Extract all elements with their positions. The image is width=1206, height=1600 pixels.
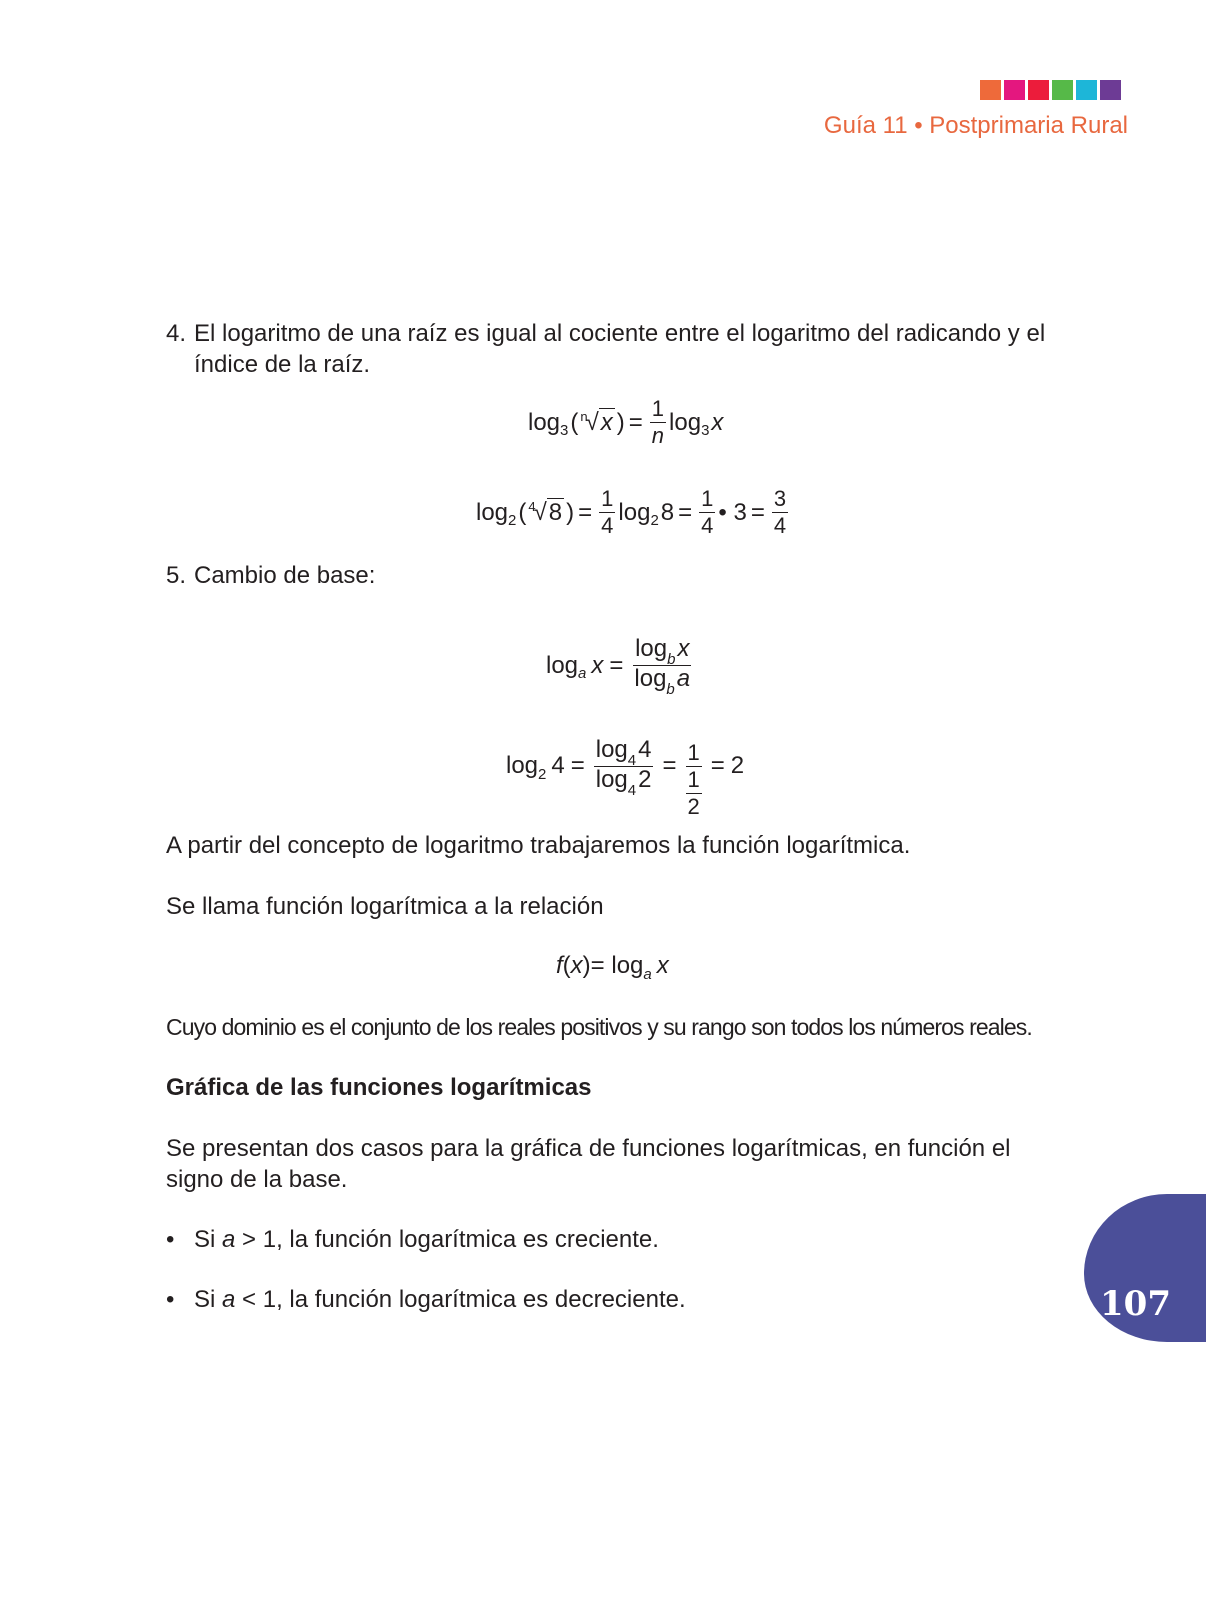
- log-text: log: [604, 952, 644, 979]
- compound-fraction: [686, 740, 702, 820]
- page-number: 107: [1100, 1284, 1171, 1324]
- denominator: 4: [601, 513, 614, 538]
- color-strip: [980, 80, 1121, 100]
- equals: =: [628, 408, 643, 436]
- log-base: 2: [508, 512, 517, 529]
- text: Si: [194, 1286, 223, 1313]
- list-item: [166, 1284, 1066, 1315]
- bullet-icon: •: [166, 1226, 175, 1253]
- list-item: [166, 1224, 1066, 1255]
- inner-fraction: [686, 767, 702, 820]
- paren: (: [562, 952, 571, 979]
- variable: a: [676, 665, 691, 692]
- variable: x: [570, 952, 583, 979]
- color-square: [980, 80, 1001, 100]
- denominator: [632, 665, 692, 698]
- definition-paragraph: Se llama función logarítmica a la relación: [166, 893, 604, 920]
- item-number: 4.: [166, 320, 187, 347]
- denominator: n: [651, 423, 665, 448]
- bullet-list: [166, 1224, 1066, 1315]
- item-text: Cambio de base:: [194, 562, 376, 589]
- text: Si: [194, 1226, 223, 1253]
- variable: a: [222, 1226, 236, 1253]
- numerator: 3: [773, 486, 787, 511]
- root-symbol: $^4$√8: [528, 498, 563, 526]
- multiply: • 3: [718, 498, 747, 526]
- log-text: log: [618, 498, 651, 526]
- variable: x: [656, 952, 669, 979]
- log-base: 2: [650, 512, 659, 529]
- log-text: log: [506, 752, 539, 779]
- log-text: log: [546, 651, 579, 679]
- item-4-text: [166, 318, 1080, 380]
- item-5: [166, 560, 1080, 591]
- numerator: [633, 636, 691, 666]
- numerator: [594, 737, 654, 767]
- function-name: f: [556, 952, 563, 979]
- variable: a: [222, 1286, 236, 1313]
- radicand: 8: [548, 498, 563, 526]
- denominator: 2: [687, 794, 700, 819]
- fraction: [599, 486, 615, 539]
- numerator: 1: [687, 740, 700, 765]
- numerator: 1: [601, 486, 614, 511]
- cases-paragraph: Se presentan dos casos para la gráfica de funciones logarítmicas, en función el signo de la base.: [166, 1135, 1011, 1193]
- concept-paragraph: A partir del concepto de logaritmo trabajaremos la función logarítmica.: [166, 832, 911, 859]
- guide-header: Guía 11 • Postprimaria Rural: [823, 112, 1128, 139]
- formula-root-example: [476, 486, 791, 539]
- numerator: 1: [687, 767, 700, 792]
- log-base: b: [666, 681, 675, 698]
- log-text: log: [476, 498, 509, 526]
- item-5-text: [166, 560, 1080, 591]
- bullet-text: [194, 1284, 686, 1315]
- log-base: b: [667, 651, 676, 668]
- bullet-icon: •: [166, 1286, 175, 1313]
- color-square: [1100, 80, 1121, 100]
- fraction: [632, 635, 692, 698]
- log-base: 2: [538, 765, 547, 783]
- color-square: [1004, 80, 1025, 100]
- log-base: 4: [627, 781, 637, 799]
- log-text: log: [634, 665, 667, 692]
- paren: (: [518, 498, 527, 526]
- log-text: log: [635, 635, 668, 662]
- radicand: x: [600, 408, 613, 436]
- root-index: n: [580, 408, 588, 424]
- numerator: 1: [701, 486, 714, 511]
- color-square: [1076, 80, 1097, 100]
- domain-paragraph: Cuyo dominio es el conjunto de los reales positivos y su rango son todos los números reales.: [166, 1014, 1032, 1040]
- function-definition: [556, 952, 669, 983]
- variable: x: [591, 651, 604, 679]
- result: 2: [730, 752, 745, 779]
- text: > 1, la función logarítmica es creciente.: [235, 1226, 659, 1253]
- section-heading: Gráfica de las funciones logarítmicas: [166, 1074, 592, 1101]
- equals: =: [609, 651, 624, 679]
- fraction: [650, 396, 666, 449]
- formula-change-of-base: [546, 635, 695, 698]
- log-text: log: [528, 408, 561, 436]
- log-base: a: [578, 665, 587, 682]
- fraction: [699, 486, 715, 539]
- paren: ): [566, 498, 575, 526]
- log-argument: 4: [551, 752, 565, 779]
- text: < 1, la función logarítmica es decreciente.: [235, 1286, 686, 1313]
- log-text: log: [595, 765, 628, 793]
- equals: =: [678, 498, 693, 526]
- bullet-text: [194, 1224, 659, 1255]
- color-square: [1052, 80, 1073, 100]
- denominator: 4: [701, 513, 714, 538]
- log-base: 4: [627, 751, 637, 769]
- log-base: 3: [560, 422, 569, 439]
- color-square: [1028, 80, 1049, 100]
- equals: =: [570, 752, 585, 779]
- denominator: [594, 765, 654, 799]
- paren: ): [616, 408, 625, 436]
- variable: x: [711, 408, 724, 436]
- numerator: 1: [651, 396, 665, 421]
- log-base: a: [643, 965, 652, 983]
- log-text: log: [595, 735, 628, 763]
- log-argument: 8: [660, 498, 675, 526]
- log-base: 3: [701, 422, 710, 439]
- root-index: 4: [528, 498, 536, 514]
- log-text: log: [669, 408, 702, 436]
- formula-change-of-base-example: [506, 726, 745, 819]
- equals: )=: [582, 952, 605, 979]
- item-number: 5.: [166, 562, 187, 589]
- log-argument: 2: [638, 765, 652, 793]
- denominator: 4: [773, 513, 787, 538]
- equals: =: [750, 498, 765, 526]
- fraction: [772, 486, 788, 539]
- item-text: El logaritmo de una raíz es igual al cociente entre el logaritmo del radicando y el índice de la raíz.: [194, 320, 1046, 378]
- item-4: [166, 318, 1080, 380]
- equals: =: [662, 752, 677, 779]
- root-symbol: $^n$√x: [580, 408, 613, 436]
- formula-root-general: [528, 396, 723, 449]
- fraction: [594, 735, 654, 799]
- equals: =: [578, 498, 593, 526]
- variable: x: [677, 635, 690, 662]
- equals: =: [710, 752, 725, 779]
- log-argument: 4: [638, 735, 652, 763]
- paren: (: [570, 408, 579, 436]
